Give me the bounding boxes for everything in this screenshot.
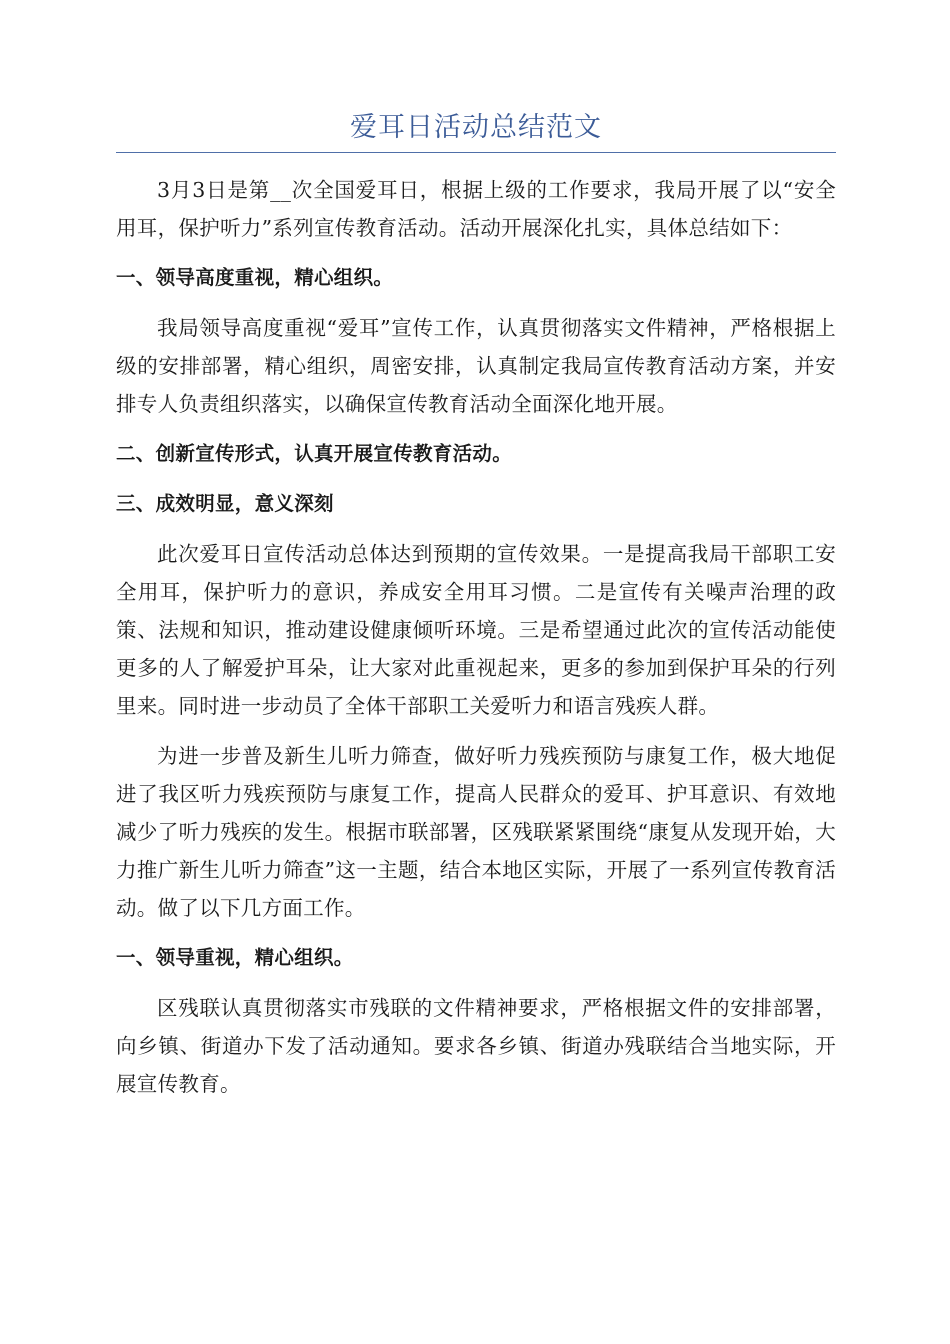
- page-title: 爱耳日活动总结范文: [350, 112, 602, 143]
- paragraph-leadership: 我局领导高度重视“爱耳”宣传工作，认真贯彻落实文件精神，严格根据上级的安排部署，精心组织，周密安排，认真制定我局宣传教育活动方案，并安排专人负责组织落实，以确保宣传教育活动全面深化地开展。: [116, 316, 836, 416]
- paragraph-intro: 3月3日是第__次全国爱耳日，根据上级的工作要求，我局开展了以“安全用耳，保护听力”系列宣传教育活动。活动开展深化扎实，具体总结如下：: [116, 178, 836, 240]
- section-heading: 一、领导重视，精心组织。: [116, 946, 354, 969]
- section-heading: 三、成效明显，意义深刻: [116, 492, 334, 515]
- section-heading: 二、创新宣传形式，认真开展宣传教育活动。: [116, 442, 513, 465]
- title-block: [116, 108, 836, 153]
- paragraph-results: 此次爱耳日宣传活动总体达到预期的宣传效果。一是提高我局干部职工安全用耳，保护听力的意识，养成安全用耳习惯。二是宣传有关噪声治理的政策、法规和知识，推动建设健康倾听环境。三是希望通过此次的宣传活动能使更多的人了解爱护耳朵，让大家对此重视起来，更多的参加到保护耳朵的行列里来。同时进一步动员了全体干部职工关爱听力和语言残疾人群。: [116, 542, 836, 718]
- section-heading: 一、领导高度重视，精心组织。: [116, 266, 394, 289]
- paragraph-district: 区残联认真贯彻落实市残联的文件精神要求，严格根据文件的安排部署，向乡镇、街道办下发了活动通知。要求各乡镇、街道办残联结合当地实际，开展宣传教育。: [116, 996, 836, 1096]
- paragraph-screening: 为进一步普及新生儿听力筛查，做好听力残疾预防与康复工作，极大地促进了我区听力残疾预防与康复工作，提高人民群众的爱耳、护耳意识、有效地减少了听力残疾的发生。根据市联部署，区残联紧紧围绕“康复从发现开始，大力推广新生儿听力筛查”这一主题，结合本地区实际，开展了一系列宣传教育活动。做了以下几方面工作。: [116, 744, 836, 920]
- document-page: [116, 108, 836, 1115]
